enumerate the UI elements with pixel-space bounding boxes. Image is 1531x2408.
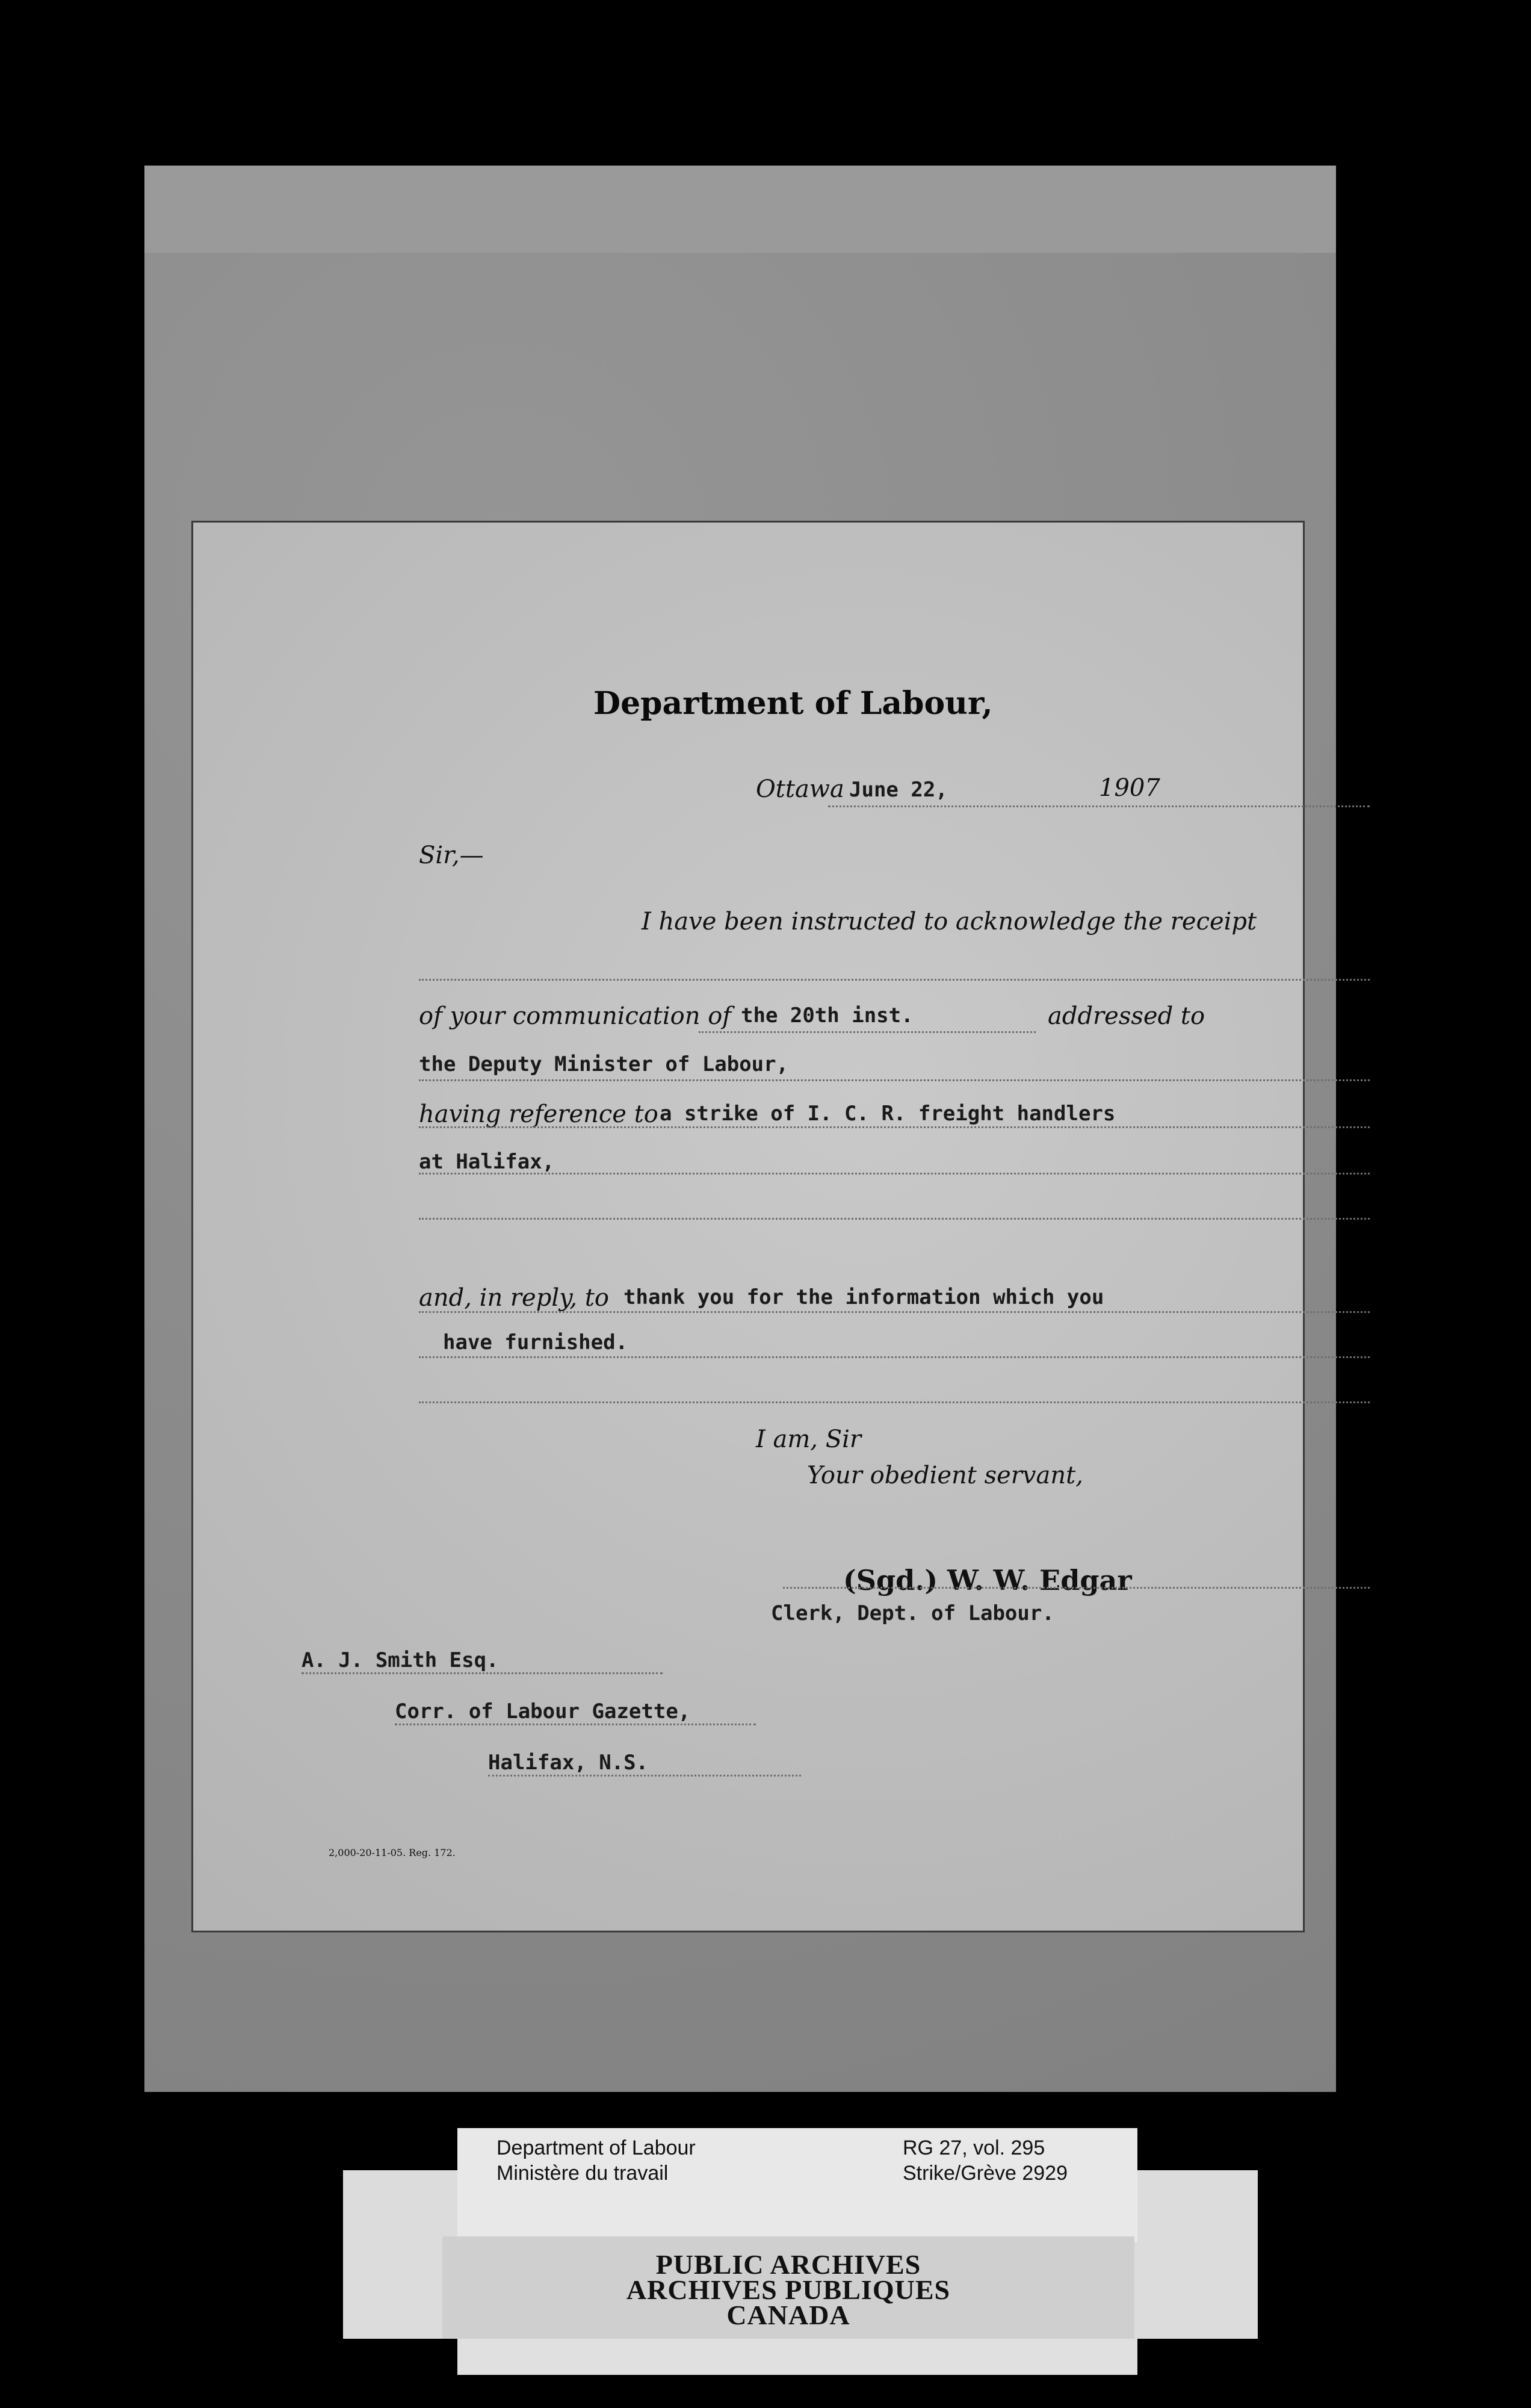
addressee-city: Halifax, N.S.: [488, 1751, 649, 1775]
letter-form: [191, 521, 1305, 1932]
body-line-6-prefix: and, in reply, to: [419, 1284, 609, 1312]
dateline-date: June 22,: [849, 778, 948, 802]
dateline-place: Ottawa: [756, 775, 844, 803]
stamp-line-1: PUBLIC ARCHIVES: [655, 2249, 921, 2280]
addressee-name: A. J. Smith Esq.: [302, 1648, 499, 1672]
archive-strike-number: Strike/Grève 2929: [903, 2162, 1068, 2185]
body-line-4-value: a strike of I. C. R. freight handlers: [660, 1102, 1116, 1126]
addressee-position: Corr. of Labour Gazette,: [395, 1699, 691, 1724]
body-line-5: at Halifax,: [419, 1150, 555, 1174]
archive-reference: RG 27, vol. 295: [903, 2136, 1045, 2159]
body-line-6-value: thank you for the information which you: [623, 1285, 1104, 1309]
archive-dept-en: Department of Labour: [496, 2136, 696, 2159]
closing-line-1: I am, Sir: [756, 1426, 862, 1453]
closing-line-2: Your obedient servant,: [807, 1462, 1083, 1489]
body-line-2-suffix: addressed to: [1048, 1002, 1205, 1030]
body-line-2-prefix: of your communication of: [419, 1002, 732, 1030]
archive-bottom-strip: [457, 2339, 1137, 2375]
body-line-3: the Deputy Minister of Labour,: [419, 1052, 789, 1076]
body-line-4-prefix: having reference to: [419, 1100, 658, 1128]
archive-dept-fr: Ministère du travail: [496, 2162, 669, 2185]
archive-stamp: [442, 2236, 1134, 2339]
archive-reference-label: [457, 2128, 1137, 2242]
stamp-line-3: CANADA: [726, 2300, 850, 2330]
body-line-2-value: the 20th inst.: [741, 1004, 914, 1028]
stamp-line-2: ARCHIVES PUBLIQUES: [626, 2274, 951, 2305]
signature: (Sgd.) W. W. Edgar: [843, 1564, 1132, 1597]
salutation: Sir,—: [419, 842, 484, 869]
body-line-7: have furnished.: [443, 1330, 628, 1354]
folder-top-strip: [144, 166, 1336, 253]
signer-title: Clerk, Dept. of Labour.: [771, 1601, 1054, 1625]
form-number: 2,000-20-11-05. Reg. 172.: [329, 1847, 456, 1858]
letterhead-title: Department of Labour,: [593, 685, 993, 722]
dateline-year: 1907: [1099, 774, 1160, 802]
body-line-1: I have been instructed to acknowledge the receipt: [642, 908, 1257, 936]
